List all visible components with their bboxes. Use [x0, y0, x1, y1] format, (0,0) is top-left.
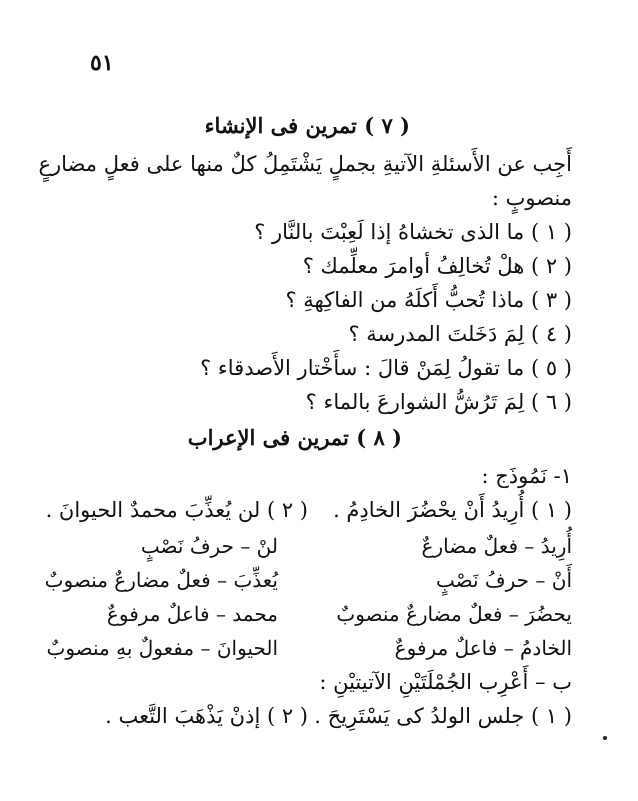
part-b-label: ب – أَعْرِب الجُمْلَتَيْنِ الآتيتيْنِ : — [319, 670, 572, 694]
stray-mark — [603, 736, 607, 740]
exercise-sentence-2: ( ٢ ) إذنْ يَذْهَبَ التَّعب . — [105, 704, 308, 728]
parse-item: محمد – فاعلٌ مرفوعٌ — [106, 602, 278, 626]
parse-item: أُرِيدُ – فعلٌ مضارعٌ — [421, 534, 572, 558]
parse-item: يُعذِّبَ – فعلٌ مضارعٌ منصوبٌ — [44, 568, 278, 592]
example-sentence-2: ( ٢ ) لن يُعذِّبَ محمدٌ الحيوانَ . — [45, 498, 308, 522]
exercise-7-instruction: أَجِب عن الأَسئلةِ الآتيةِ بجملٍ يَشْتَمِلُ كلٌ منها على فعلٍ مضارعٍ — [38, 152, 572, 176]
parse-item: الحيوانَ – مفعولٌ بهِ منصوبٌ — [46, 636, 278, 660]
example-sentence-1: ( ١ ) أُرِيدُ أَنْ يحْضُرَ الخادِمُ . — [333, 498, 572, 522]
parse-item: أَنْ – حرفُ نَصْبٍ — [436, 568, 572, 592]
parse-item: الخادمُ – فاعلٌ مرفوعٌ — [394, 636, 572, 660]
question-4: ( ٤ ) لِمَ دَخَلتَ المدرسة ؟ — [348, 322, 572, 346]
parse-item: يحضُرَ – فعلٌ مضارعٌ منصوبٌ — [336, 602, 572, 626]
page-number: ٥١ — [90, 50, 114, 76]
question-2: ( ٢ ) هلْ تُخالِفُ أوامرَ معلِّمك ؟ — [302, 254, 572, 278]
parse-item: لنْ – حرفُ نَصْبٍ — [140, 534, 278, 558]
exercise-7-instruction-cont: منصوبٍ : — [491, 186, 572, 210]
exercise-8-title: ( ٨ ) تمرين فى الإعراب — [187, 425, 402, 450]
exercise-7-title: ( ٧ ) تمرين فى الإنشاء — [204, 113, 410, 138]
question-3: ( ٣ ) ماذا تُحبُّ أَكلَهُ من الفاكِهةِ ؟ — [285, 288, 572, 312]
exercise-sentence-1: ( ١ ) جلس الولدُ كى يَسْتَرِيحَ . — [314, 704, 572, 728]
model-label: ١- نَمُوذَج : — [481, 464, 572, 488]
question-6: ( ٦ ) لِمَ تَرُشُّ الشوارعَ بالماء ؟ — [305, 390, 572, 414]
question-5: ( ٥ ) ما تقولُ لِمَنْ قالَ : سأَخْتار الأَصدقاء ؟ — [200, 356, 572, 380]
question-1: ( ١ ) ما الذى تخشاهُ إذا لَعِبْتَ بالنَّار ؟ — [254, 220, 572, 244]
